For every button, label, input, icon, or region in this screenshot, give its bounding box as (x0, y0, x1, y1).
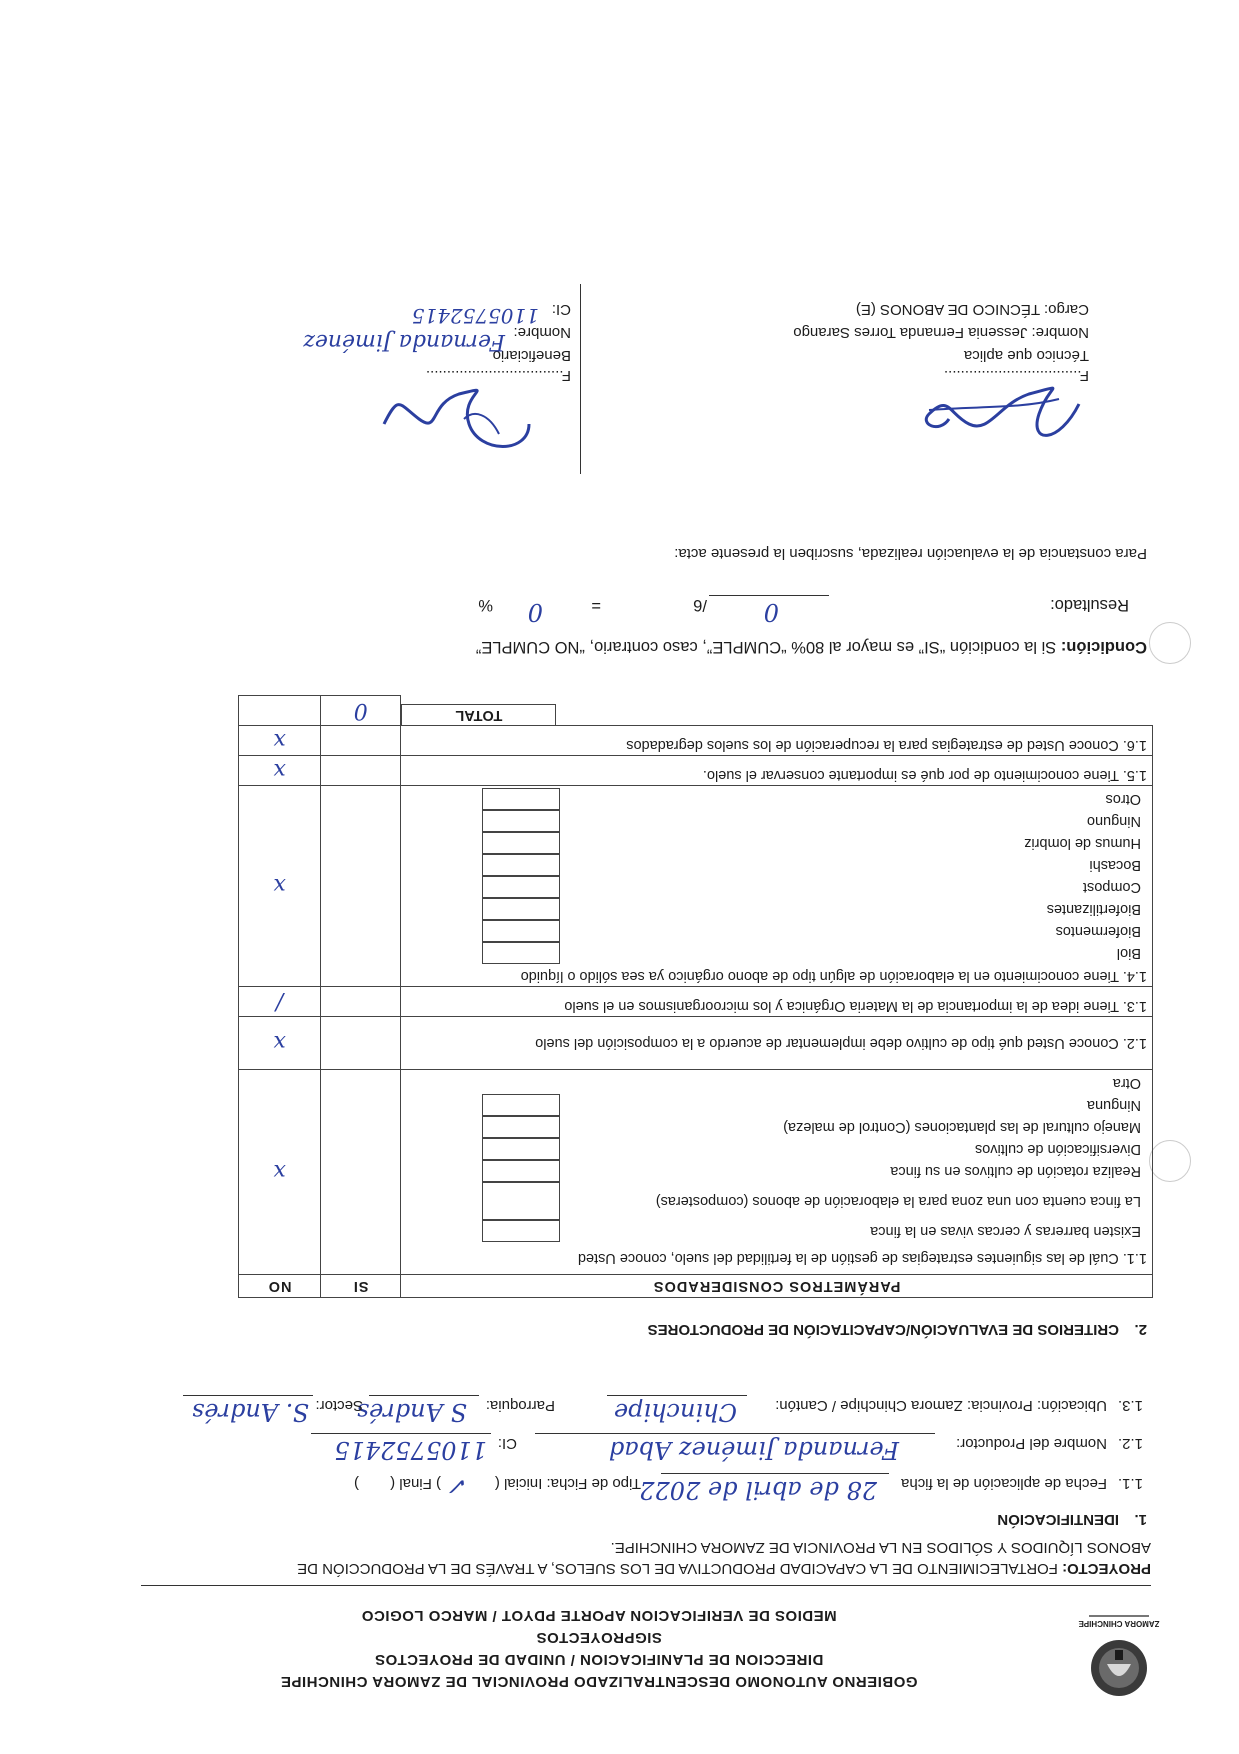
beneficiary-name-label: Nombre: (513, 324, 571, 341)
q3-no-cell[interactable] (239, 987, 321, 1017)
q1-si-cell[interactable] (321, 1070, 401, 1275)
q1-option: Manejo cultural de las plantaciones (Control de maleza) (406, 1116, 1147, 1138)
q1-option: Diversificación de cultivos (406, 1138, 1147, 1160)
q4-option-checkbox[interactable] (482, 920, 560, 942)
closing-text: Para constancia de la evaluación realizada, suscriben la presente acta: (674, 545, 1147, 562)
punch-hole (1149, 622, 1191, 664)
q4-text: 1.4. Tiene conocimiento en la elaboración de algún tipo de abono orgánico ya sea sólido o líquido (520, 968, 1147, 984)
q1-option-checkbox[interactable] (482, 1116, 560, 1138)
punch-hole (1149, 1140, 1191, 1182)
q4-option: Humus de lombriz (406, 832, 1147, 854)
parroquia-label: Parroquia: (485, 1397, 555, 1414)
q6-text: 1.6. Conoce Usted de estrategias para la recuperación de los suelos degradados (401, 726, 1153, 756)
result-label: Resultado: (1050, 596, 1129, 614)
sector-line (183, 1395, 313, 1396)
table-row-q1 (239, 1070, 1153, 1275)
signature-divider (580, 284, 581, 474)
q3-text: 1.3. Tiene idea de la importancia de la Materia Orgánica y los microorganismos en el suelo (401, 987, 1153, 1017)
table-row-q4 (239, 786, 1153, 987)
table-row-q6 (239, 726, 1153, 756)
q1-option: La finca cuenta con una zona para la elaboración de abonos (composteras) (406, 1182, 1147, 1220)
result-equals: = (591, 596, 601, 614)
productor-label: Nombre del Productor: (956, 1435, 1107, 1452)
result-value: 0 (763, 598, 779, 626)
beneficiary-signature-icon (359, 374, 559, 464)
technician-role: Técnico que aplica (963, 347, 1089, 364)
condition-label: Condición: (1060, 638, 1147, 656)
table-row-q5 (239, 756, 1153, 786)
q3-si-cell[interactable] (321, 987, 401, 1017)
sector-label: Sector: (315, 1397, 363, 1414)
total-no-cell (239, 696, 321, 726)
ubicacion-label: Ubicación: Provincia: Zamora Chinchipe / Cantón: (775, 1397, 1107, 1414)
condition-block (97, 637, 1147, 656)
q1-no-cell[interactable] (239, 1070, 321, 1275)
productor-value: Fernanda Jiménez Abad (608, 1436, 899, 1464)
sector-value: S. Andrés (192, 1398, 309, 1426)
beneficiary-ci-value: 1105752415 (411, 304, 539, 328)
beneficiary-ci-label: CI: (551, 301, 571, 318)
q4-no-mark: x (273, 873, 286, 899)
col-si: SI (321, 1275, 401, 1298)
technician-cargo: Cargo: TÉCNICO DE ABONOS (E) (855, 301, 1089, 318)
identification-title: IDENTIFICACIÓN (997, 1511, 1119, 1528)
q5-no-cell[interactable] (239, 756, 321, 786)
project-text-line-2: ABONOS LÍQUIDOS Y SÓLIDOS EN LA PROVINCIA DE ZAMORA CHINCHIPE. (610, 1539, 1151, 1556)
logo (1077, 1602, 1161, 1702)
fecha-label: Fecha de aplicación de la ficha (901, 1475, 1107, 1492)
canton-line (607, 1395, 747, 1396)
q1-option: Ninguna (406, 1094, 1147, 1116)
beneficiary-f-line: F................................. (425, 367, 571, 384)
q1-option-checkbox[interactable] (482, 1094, 560, 1116)
q5-si-cell[interactable] (321, 756, 401, 786)
percent-sign: % (478, 596, 493, 614)
q1-option: Existen barreras y cercas vivas en la finca (406, 1220, 1147, 1242)
project-label: PROYECTO: (1062, 1560, 1151, 1577)
total-si-value: 0 (353, 698, 368, 723)
q2-si-cell[interactable] (321, 1017, 401, 1070)
q4-option-checkbox[interactable] (482, 788, 560, 810)
table-row-q2 (239, 1017, 1153, 1070)
q6-si-cell[interactable] (321, 726, 401, 756)
q1-text: 1.1. Cuál de las siguientes estrategias de gestión de la fertilidad del suelo, conoce Usted (577, 1250, 1147, 1266)
q1-option-checkbox[interactable] (482, 1160, 560, 1182)
total-label: TOTAL (401, 704, 556, 725)
q2-no-cell[interactable] (239, 1017, 321, 1070)
logo-caption: ZAMORA CHINCHIPE (1078, 1619, 1160, 1628)
q6-no-mark: x (273, 728, 286, 753)
q1-option: Otra (1112, 1075, 1141, 1091)
q4-option-checkbox[interactable] (482, 876, 560, 898)
q2-no-mark: x (273, 1030, 286, 1056)
q5-no-mark: x (273, 758, 286, 783)
coat-of-arms-icon (1077, 1632, 1161, 1702)
tipo-inicial-mark: ✓ (448, 1472, 469, 1500)
header-line-2: DIRECCION DE PLANIFICACION / UNIDAD DE PROYECTOS (374, 1651, 824, 1668)
table-row-total (239, 696, 1153, 726)
productor-number: 1.2. (1117, 1435, 1143, 1452)
q4-option-checkbox[interactable] (482, 854, 560, 876)
fecha-number: 1.1. (1117, 1475, 1143, 1492)
productor-ci-value: 1105752415 (334, 1436, 487, 1464)
header-line-4: MEDIOS DE VERIFICACION APORTE PDYOT / MARCO LOGICO (361, 1607, 837, 1624)
technician-signature-icon (899, 374, 1099, 454)
canton-value: Chinchipe (613, 1398, 737, 1426)
productor-ci-label: CI: (497, 1435, 517, 1452)
q5-text: 1.5. Tiene conocimiento de por qué es importante conservar el suelo. (401, 756, 1153, 786)
result-divisor: /6 (693, 596, 707, 614)
productor-line (535, 1433, 935, 1434)
productor-ci-line (311, 1433, 491, 1434)
col-parametros: PARÁMETROS CONSIDERADOS (401, 1275, 1153, 1298)
project-block (141, 1537, 1151, 1586)
q6-no-cell[interactable] (239, 726, 321, 756)
criteria-number: 2. (1134, 1321, 1147, 1338)
q3-no-mark: / (275, 989, 284, 1014)
technician-name: Nombre: Jessenia Fernanda Torres Sarango (793, 324, 1089, 341)
q1-option-checkbox[interactable] (482, 1182, 560, 1220)
q2-text: 1.2. Conoce Usted qué tipo de cultivo debe implementar de acuerdo a la composición del suelo (401, 1017, 1153, 1070)
q4-option: Compost (406, 876, 1147, 898)
table-row-q3 (239, 987, 1153, 1017)
q4-option: Biofertilizantes (406, 898, 1147, 920)
q4-no-cell[interactable] (239, 786, 321, 987)
parroquia-value: S Andrés (356, 1398, 467, 1426)
beneficiary-role: Beneficiario (492, 347, 571, 364)
criteria-title: CRITERIOS DE EVALUACIÓN/CAPACITACIÓN DE PRODUCTORES (647, 1321, 1119, 1338)
q1-no-mark: x (273, 1159, 286, 1185)
q4-option-checkbox[interactable] (482, 832, 560, 854)
result-line (709, 595, 829, 596)
q4-option: Biofermentos (406, 920, 1147, 942)
q1-option-checkbox[interactable] (482, 1138, 560, 1160)
q1-option: Realiza rotación de cultivos en su finca (406, 1160, 1147, 1182)
tipo-ficha-final-label: ) Final ( (390, 1475, 441, 1492)
header-line-1: GOBIERNO AUTONOMO DESCENTRALIZADO PROVINCIAL DE ZAMORA CHINCHIPE (280, 1673, 918, 1690)
q4-option: Bocashi (406, 854, 1147, 876)
ubicacion-number: 1.3. (1117, 1397, 1143, 1414)
q4-si-cell[interactable] (321, 786, 401, 987)
table-header-row (239, 1275, 1153, 1298)
parroquia-line (369, 1395, 479, 1396)
q1-option-checkbox[interactable] (482, 1220, 560, 1242)
project-text-line-1: FORTALECIMIENTO DE LA CAPACIDAD PRODUCTIVA DE LOS SUELOS, A TRAVÉS DE LA PRODUCCIÓN DE (297, 1560, 1058, 1577)
technician-f-line: F................................. (943, 367, 1089, 384)
tipo-ficha-label: Tipo de Ficha: Inicial ( (494, 1475, 641, 1492)
identification-number: 1. (1134, 1511, 1147, 1528)
beneficiary-name-value: Fernanda Jiménez (303, 329, 505, 354)
q4-option: Biol (406, 942, 1147, 964)
q4-option: Ninguno (406, 810, 1147, 832)
fecha-value: 28 de abril de 2022 (639, 1476, 877, 1504)
percent-value: 0 (527, 598, 543, 626)
fecha-line (661, 1473, 889, 1474)
condition-text: Si la condición “SI” es mayor al 80% “CUMPLE”, caso contrario, “NO CUMPLE” (475, 638, 1057, 656)
col-no: NO (239, 1275, 321, 1298)
q4-option-checkbox[interactable] (482, 898, 560, 920)
q4-option-checkbox[interactable] (482, 942, 560, 964)
tipo-ficha-end: ) (354, 1475, 359, 1492)
q4-option: Otros (406, 788, 1147, 810)
header-line-3: SIGPROYECTOS (536, 1629, 662, 1646)
q4-option-checkbox[interactable] (482, 810, 560, 832)
criteria-table (238, 695, 1153, 1298)
